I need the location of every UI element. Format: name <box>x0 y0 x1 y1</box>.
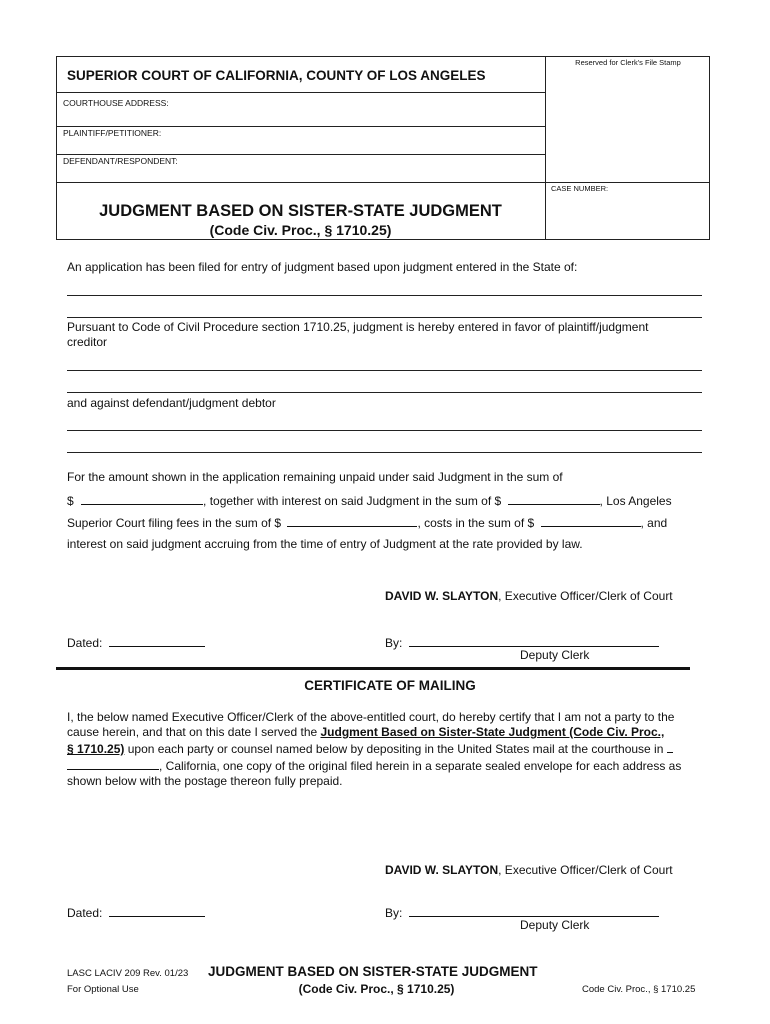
amount-line-3 <box>67 514 667 530</box>
address-row-divider <box>56 126 545 127</box>
deputy-clerk-label: Deputy Clerk <box>520 648 590 662</box>
footer-subtitle: (Code Civ. Proc., § 1710.25) <box>298 982 455 996</box>
officer-title: , Executive Officer/Clerk of Court <box>498 589 673 603</box>
court-row-divider <box>56 92 545 93</box>
dated-row-1 <box>67 634 205 650</box>
certificate-title: CERTIFICATE OF MAILING <box>304 678 476 693</box>
footer-optional-use: For Optional Use <box>67 984 139 995</box>
stamp-divider <box>545 182 710 183</box>
form-subtitle: (Code Civ. Proc., § 1710.25) <box>209 222 392 238</box>
against-text: and against defendant/judgment debtor <box>67 396 276 410</box>
judgment-sum-field[interactable] <box>81 492 203 505</box>
amount-line-2-mid: , together with interest on said Judgment in the sum of $ <box>203 494 502 508</box>
dated-field[interactable] <box>109 634 205 647</box>
certificate-line-2-start: cause herein, and that on this date I served the <box>67 725 321 739</box>
costs-field[interactable] <box>541 514 641 527</box>
state-line-2[interactable] <box>67 317 702 318</box>
case-number-label: CASE NUMBER: <box>551 184 609 193</box>
amount-line-3-mid: , costs in the sum of $ <box>417 516 535 530</box>
plaintiff-label: PLAINTIFF/PETITIONER: <box>63 128 162 138</box>
clerk-signature-field-2[interactable] <box>409 904 659 917</box>
filing-fees-field[interactable] <box>287 514 417 527</box>
clerk-signature-field[interactable] <box>409 634 659 647</box>
pursuant-text: Pursuant to Code of Civil Procedure section 1710.25, judgment is hereby entered in favor of plaintiff/judgment creditor <box>67 320 649 349</box>
amount-line-2-end: , Los Angeles <box>599 494 672 508</box>
defendant-row-divider <box>56 182 545 183</box>
court-name: SUPERIOR COURT OF CALIFORNIA, COUNTY OF LOS ANGELES <box>67 68 486 83</box>
state-line-1[interactable] <box>67 295 702 296</box>
by-label-2: By: <box>385 906 403 920</box>
footer-title: JUDGMENT BASED ON SISTER-STATE JUDGMENT <box>208 964 538 979</box>
officer-title-2: , Executive Officer/Clerk of Court <box>498 863 673 877</box>
defendant-label: DEFENDANT/RESPONDENT: <box>63 156 178 166</box>
amount-line-3-start: Superior Court filing fees in the sum of $ <box>67 516 282 530</box>
clerk-stamp-label: Reserved for Clerk's File Stamp <box>575 58 681 67</box>
document-title-ref: Judgment Based on Sister-State Judgment (Code Civ. Proc., <box>320 725 665 739</box>
debtor-line-2[interactable] <box>67 452 702 453</box>
certificate-line-4-rest: , California, one copy of the original filed herein in a separate sealed envelope for each address as <box>159 759 682 773</box>
caption-divider <box>545 56 546 240</box>
creditor-line-1[interactable] <box>67 370 702 371</box>
dated-field-2[interactable] <box>109 904 205 917</box>
courthouse-city-field[interactable] <box>67 757 159 770</box>
officer-name-2: DAVID W. SLAYTON <box>385 863 499 877</box>
amount-line-1: For the amount shown in the application remaining unpaid under said Judgment in the sum of <box>67 470 563 484</box>
officer-line-1 <box>385 589 673 603</box>
certificate-line-4 <box>67 757 717 774</box>
certificate-line-3 <box>67 740 717 757</box>
dated-label: Dated: <box>67 636 103 650</box>
certificate-line-2 <box>67 725 717 740</box>
form-title: JUDGMENT BASED ON SISTER-STATE JUDGMENT <box>99 202 502 220</box>
debtor-line-1[interactable] <box>67 430 702 431</box>
application-text: An application has been filed for entry of judgment based upon judgment entered in the State of: <box>67 260 578 274</box>
statute-ref: § 1710.25) <box>67 742 125 756</box>
footer-form-code: LASC LACIV 209 Rev. 01/23 <box>67 968 189 979</box>
officer-name: DAVID W. SLAYTON <box>385 589 499 603</box>
dated-row-2 <box>67 904 205 920</box>
courthouse-city-field-start[interactable] <box>667 740 673 753</box>
dollar-sign: $ <box>67 494 74 508</box>
dated-label-2: Dated: <box>67 906 103 920</box>
by-label: By: <box>385 636 403 650</box>
section-divider <box>56 667 690 670</box>
interest-sum-field[interactable] <box>508 492 600 505</box>
plaintiff-row-divider <box>56 154 545 155</box>
footer-citation: Code Civ. Proc., § 1710.25 <box>582 984 696 995</box>
creditor-line-2[interactable] <box>67 392 702 393</box>
certificate-line-5: shown below with the postage thereon fully prepaid. <box>67 774 343 788</box>
certificate-text <box>67 710 717 789</box>
certificate-line-1: I, the below named Executive Officer/Clerk of the above-entitled court, do hereby certify that I am not a party to the <box>67 710 675 724</box>
amount-line-4: interest on said judgment accruing from the time of entry of Judgment at the rate provided by law. <box>67 537 583 551</box>
amount-line-3-end: , and <box>640 516 668 530</box>
courthouse-address-label: COURTHOUSE ADDRESS: <box>63 98 169 108</box>
officer-line-2 <box>385 863 673 877</box>
certificate-line-3-rest: upon each party or counsel named below by depositing in the United States mail at the courthouse in <box>124 742 664 756</box>
amount-line-2 <box>67 492 672 508</box>
deputy-clerk-label-2: Deputy Clerk <box>520 918 590 932</box>
